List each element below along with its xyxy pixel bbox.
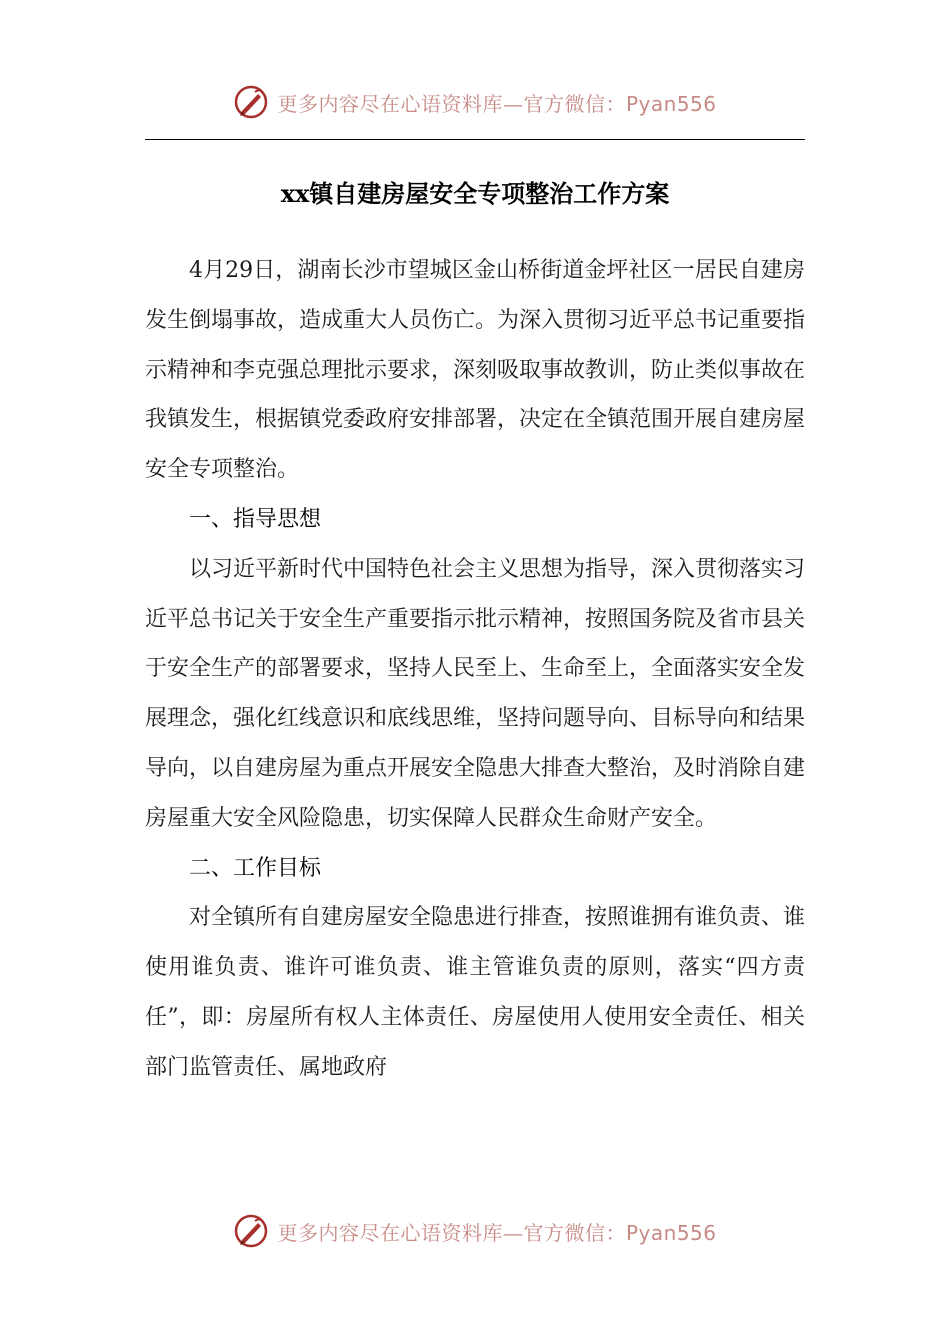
intro-paragraph: 4月29日，湖南长沙市望城区金山桥街道金坪社区一居民自建房发生倒塌事故，造成重大人员伤亡。为深入贯彻习近平总书记重要指示精神和李克强总理批示要求，深刻吸取事故教训，防止类似事故在我镇发生，根据镇党委政府安排部署，决定在全镇范围开展自建房屋安全专项整治。 <box>145 258 806 483</box>
page-title: xx镇自建房屋安全专项整治工作方案 <box>280 179 670 208</box>
section-heading-guiding-ideology: 一、指导思想 <box>189 506 322 532</box>
footer-watermark <box>0 1211 950 1251</box>
header-watermark <box>0 82 950 122</box>
watermark-text: 更多内容尽在心语资料库—官方微信：Pyan556 <box>277 1220 717 1245</box>
document-body <box>145 246 805 1093</box>
pen-logo-icon <box>233 84 269 120</box>
section-heading-work-goals: 二、工作目标 <box>189 855 322 881</box>
pen-logo-icon <box>233 1213 269 1249</box>
work-goals-paragraph: 对全镇所有自建房屋安全隐患进行排查，按照谁拥有谁负责、谁使用谁负责、谁许可谁负责、谁主管谁负责的原则，落实“四方责任”，即：房屋所有权人主体责任、房屋使用人使用安全责任、相关部门监管责任、属地政府 <box>145 905 806 1080</box>
guiding-ideology-paragraph: 以习近平新时代中国特色社会主义思想为指导，深入贯彻落实习近平总书记关于安全生产重要指示批示精神，按照国务院及省市县关于安全生产的部署要求，坚持人民至上、生命至上，全面落实安全发展理念，强化红线意识和底线思维，坚持问题导向、目标导向和结果导向，以自建房屋为重点开展安全隐患大排查大整治，及时消除自建房屋重大安全风险隐患，切实保障人民群众生命财产安全。 <box>145 556 806 831</box>
watermark-text: 更多内容尽在心语资料库—官方微信：Pyan556 <box>277 91 717 116</box>
header-rule <box>145 139 805 140</box>
